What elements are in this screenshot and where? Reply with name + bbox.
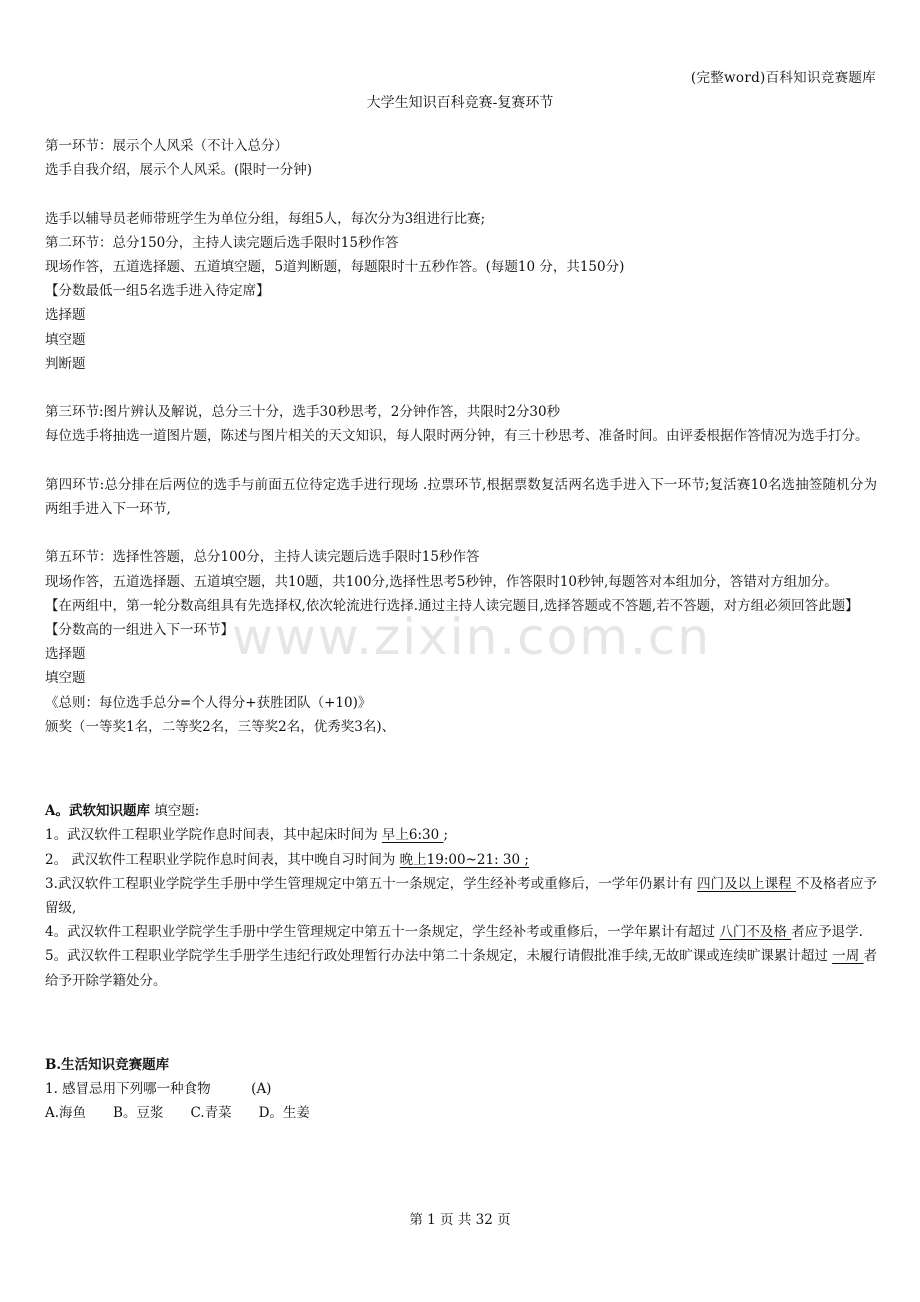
round2-item-judge: 判断题 xyxy=(45,355,86,372)
question-text: 1。武汉软件工程职业学院作息时间表，其中起床时间为 xyxy=(45,827,382,844)
round5-desc: 现场作答，五道选择题、五道填空题，共10题，共100分,选择性思考5秒钟，作答限时10秒钟,每题答对本组加分，答错对方组加分。 xyxy=(45,573,838,590)
question-tail: 者给予开除学籍处分。 xyxy=(45,948,878,989)
question-a2 xyxy=(45,848,877,872)
question-a1 xyxy=(45,823,877,847)
page-header: (完整word)百科知识竞赛题库 xyxy=(690,70,876,86)
watermark: www.zixin.com.cn xyxy=(232,608,712,666)
question-text: 5。武汉软件工程职业学院学生手册学生违纪行政处理暂行办法中第二十条规定，未履行请假批准手续,无故旷课或连续旷课累计超过 xyxy=(45,948,833,965)
question-a5 xyxy=(45,944,877,992)
round4-desc: 第四环节:总分排在后两位的选手与前面五位待定选手进行现场 .拉票环节,根据票数复活两名选手进入下一环节;复活赛10名选抽签随机分为两组手进入下一环节, xyxy=(45,476,877,517)
question-tail: 不及格者应予留级, xyxy=(45,875,878,917)
round5-note: 【分数高的一组进入下一环节】 xyxy=(45,622,234,638)
answer-blank: 八门不及格 xyxy=(719,924,792,941)
page-footer: 第 1 页 共 32 页 xyxy=(409,1212,511,1228)
document-title: 大学生知识百科竞赛-复赛环节 xyxy=(366,95,554,111)
round1-heading: 第一环节：展示个人风采（不计入总分） xyxy=(45,138,288,154)
section-a-heading: A。武软知识题库 xyxy=(45,803,150,820)
round3-desc: 每位选手将抽选一道图片题，陈述与图片相关的天文知识，每人限时两分钟，有三十秒思考、准备时间。由评委根据作答情况为选手打分。 xyxy=(45,428,869,445)
round2-desc: 现场作答，五道选择题、五道填空题，5道判断题，每题限时十五秒作答。(每题10 分，共150分) xyxy=(45,259,625,275)
question-text: 3.武汉软件工程职业学院学生手册中学生管理规定中第五十一条规定，学生经补考或重修后，一学年仍累计有 xyxy=(45,875,698,892)
awards-line: 颁奖（一等奖1名，二等奖2名，三等奖2名，优秀奖3名)、 xyxy=(45,718,396,735)
round5-rule: 【在两组中，第一轮分数高组具有先选择权,依次轮流进行选择.通过主持人读完题目,选择答题或不答题,若不答题，对方组必须回答此题】 xyxy=(45,597,859,614)
round3-heading: 第三环节:图片辨认及解说，总分三十分，选手30秒思考，2分钟作答，共限时2分30秒 xyxy=(45,404,561,421)
question-b1: 1. 感冒忌用下列哪一种食物 (A) xyxy=(45,1081,272,1098)
round2-note: 【分数最低一组5名选手进入待定席】 xyxy=(45,283,270,300)
section-a-type: 填空题: xyxy=(149,803,200,820)
grouping-rule: 选手以辅导员老师带班学生为单位分组，每组5人，每次分为3组进行比赛; xyxy=(45,210,486,227)
question-a4 xyxy=(45,920,877,944)
question-tail: 者应予退学. xyxy=(791,924,863,941)
round2-heading: 第二环节：总分150分，主持人读完题后选手限时15秒作答 xyxy=(45,234,399,251)
question-text: 2。 武汉软件工程职业学院作息时间表，其中晚自习时间为 xyxy=(45,851,400,868)
question-a3 xyxy=(45,872,877,920)
document-body xyxy=(45,134,877,1126)
question-b1-options: A.海鱼 B。豆浆 C.青菜 D。生姜 xyxy=(45,1105,310,1122)
answer-blank: 晚上19:00~21: 30 ; xyxy=(399,851,529,868)
round5-item-choice: 选择题 xyxy=(45,646,86,663)
round5-heading: 第五环节：选择性答题，总分100分，主持人读完题后选手限时15秒作答 xyxy=(45,549,480,566)
answer-blank: 一周 xyxy=(832,948,864,965)
total-score-rule: 《总则：每位选手总分=个人得分+获胜团队（+10)》 xyxy=(45,694,372,711)
answer-blank: 早上6:30 xyxy=(381,827,444,844)
section-a-title xyxy=(45,799,877,823)
section-b-heading: B.生活知识竞赛题库 xyxy=(45,1057,170,1074)
answer-blank: 四门及以上课程 xyxy=(697,875,796,892)
question-tail: ; xyxy=(443,827,449,844)
round5-item-fill: 填空题 xyxy=(45,670,86,687)
round2-item-fill: 填空题 xyxy=(45,331,86,348)
round1-desc: 选手自我介绍，展示个人风采。(限时一分钟) xyxy=(45,162,313,179)
question-text: 4。武汉软件工程职业学院学生手册中学生管理规定中第五十一条规定，学生经补考或重修后，一学年累计有超过 xyxy=(45,924,720,941)
round2-item-choice: 选择题 xyxy=(45,307,86,324)
